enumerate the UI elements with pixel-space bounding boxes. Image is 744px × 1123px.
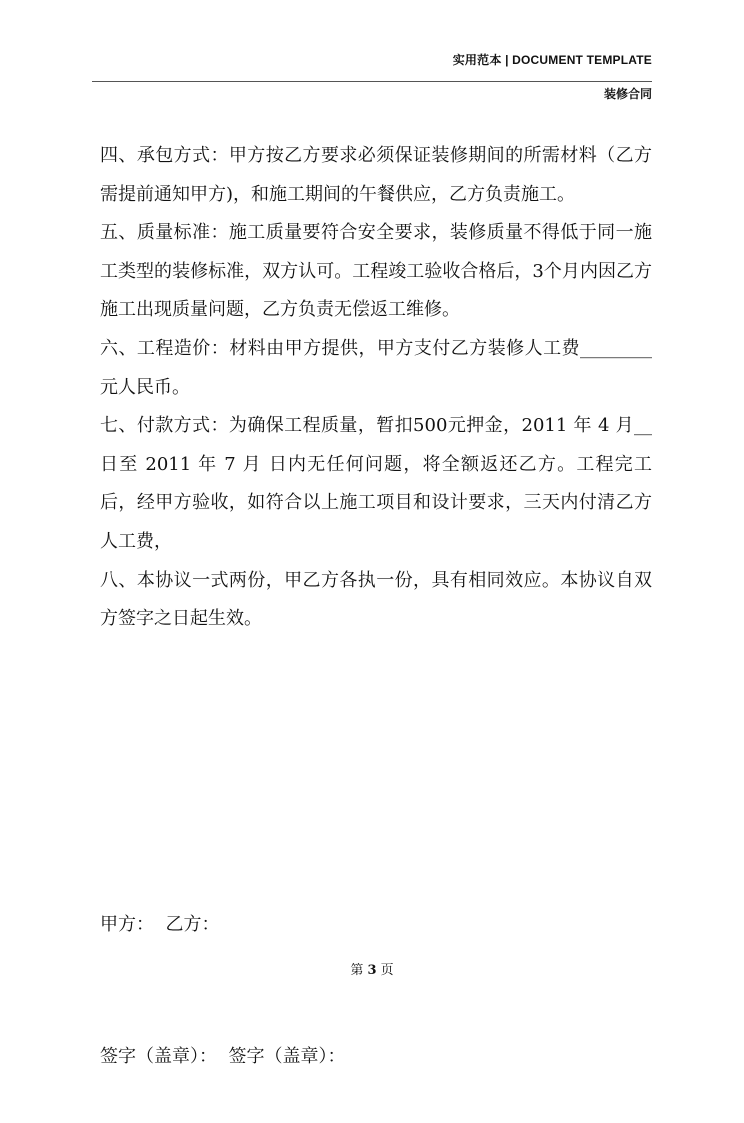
parties-line: 甲方： 乙方：	[100, 914, 220, 935]
contract-body	[100, 137, 652, 639]
page-footer	[0, 962, 744, 980]
clause-8: 八、本协议一式两份，甲乙方各执一份，具有相同效应。本协议自双方签字之日起生效。	[100, 569, 652, 630]
page-suffix: 页	[380, 963, 394, 978]
page-header	[92, 52, 652, 101]
page-number: 3	[367, 963, 377, 978]
header-subtitle: 装修合同	[603, 87, 652, 101]
clause-5: 五、质量标准：施工质量要符合安全要求，装修质量不得低于同一施工类型的装修标准，双方认可。工程竣工验收合格后，3个月内因乙方施工出现质量问题，乙方负责无偿返工维修。	[100, 222, 652, 321]
seal-line: 签字（盖章）： 签字（盖章）：	[100, 1046, 346, 1067]
clause-6: 六、工程造价：材料由甲方提供，甲方支付乙方装修人工费________元人民币。	[100, 337, 652, 398]
header-title: 实用范本 | DOCUMENT TEMPLATE	[452, 53, 652, 67]
clause-7: 七、付款方式：为确保工程质量，暂扣500元押金，2011 年 4 月__日至 2011 年 7 月 日内无任何问题，将全额返还乙方。工程完工后，经甲方验收，如符合以上施工项目和设计要求，三天内付清乙方人工费，	[100, 415, 652, 552]
clause-4: 四、承包方式：甲方按乙方要求必须保证装修期间的所需材料（乙方需提前通知甲方)，和施工期间的午餐供应，乙方负责施工。	[100, 145, 652, 205]
header-divider	[92, 81, 652, 82]
page-prefix: 第	[350, 963, 364, 978]
